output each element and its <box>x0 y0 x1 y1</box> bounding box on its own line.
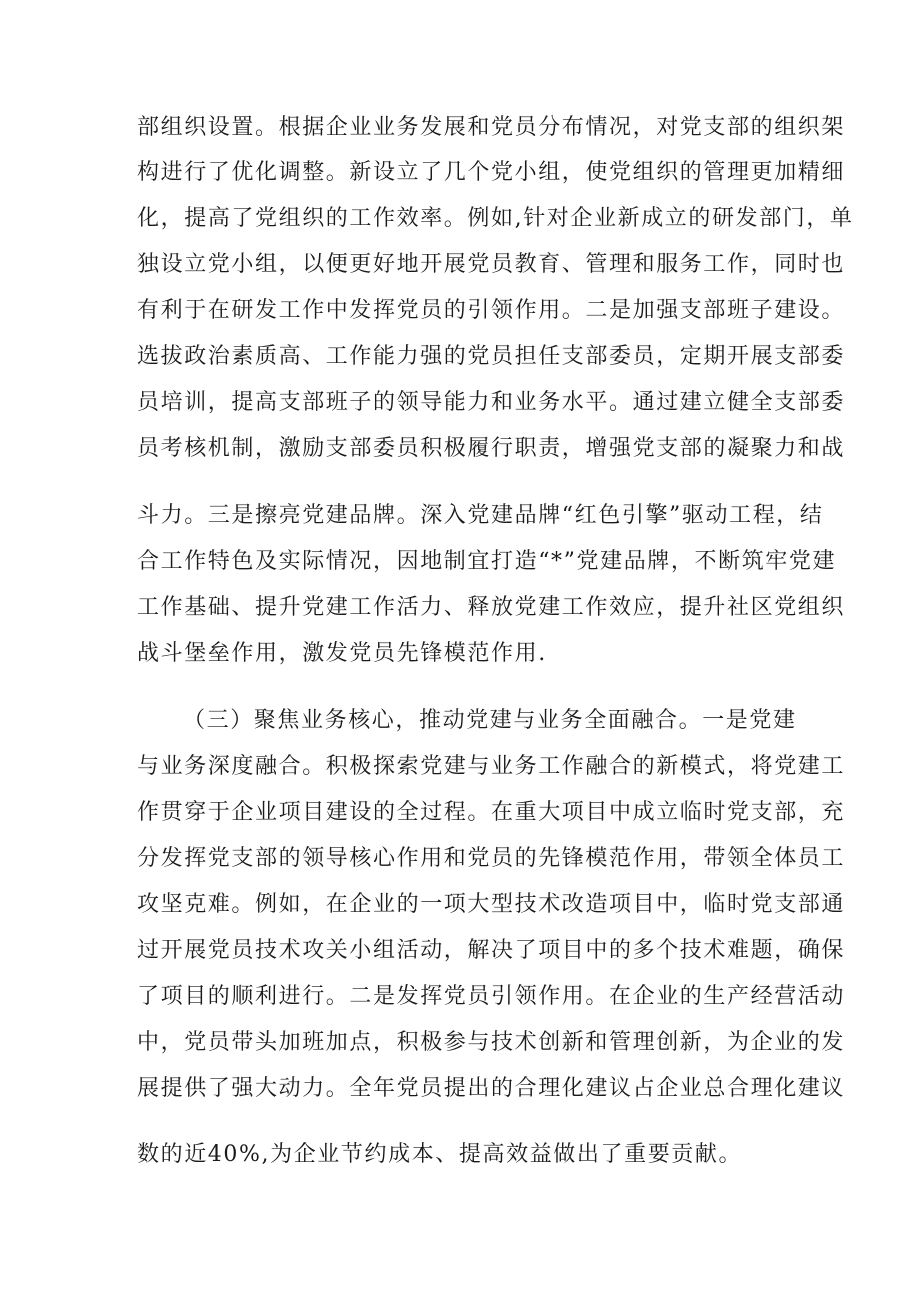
paragraph1-line: 工作基础、提升党建工作活力、释放党建工作效应，提升社区党组织 <box>137 595 846 620</box>
paragraph2-line: 中，党员带头加班加点，积极参与技术创新和管理创新，为企业的发 <box>137 1030 846 1055</box>
paragraph1-line: 战斗堡垒作用，激发党员先锋模范作用. <box>137 641 547 666</box>
paragraph1-line: 选拔政治素质高、工作能力强的党员担任支部委员，定期开展支部委 <box>137 344 846 369</box>
paragraph2-line: 作贯穿于企业项目建设的全过程。在重大项目中成立临时党支部，充 <box>137 800 846 825</box>
paragraph1-line: 部组织设置。根据企业业务发展和党员分布情况，对党支部的组织架 <box>137 115 846 140</box>
paragraph2-line: 过开展党员技术攻关小组活动，解决了项目中的多个技术难题，确保 <box>137 938 846 963</box>
paragraph1-line: 有利于在研发工作中发挥党员的引领作用。二是加强支部班子建设。 <box>137 298 846 323</box>
paragraph1-line: 合工作特色及实际情况，因地制宜打造“*”党建品牌，不断筑牢党建 <box>137 549 837 574</box>
paragraph2-line: 分发挥党支部的领导核心作用和党员的先锋模范作用，带领全体员工 <box>137 846 846 871</box>
paragraph1-line: 斗力。三是擦亮党建品牌。深入党建品牌“红色引擎”驱动工程，结 <box>137 503 824 528</box>
paragraph2-line: 攻坚克难。例如，在企业的一项大型技术改造项目中，临时党支部通 <box>137 892 846 917</box>
paragraph1-line: 员培训，提高支部班子的领导能力和业务水平。通过建立健全支部委 <box>137 390 846 415</box>
paragraph2-line: 展提供了强大动力。全年党员提出的合理化建议占企业总合理化建议 <box>137 1076 846 1101</box>
paragraph1-line: 员考核机制，激励支部委员积极履行职责，增强党支部的凝聚力和战 <box>137 436 846 461</box>
paragraph1-line: 化，提高了党组织的工作效率。例如,针对企业新成立的研发部门，单 <box>137 206 854 231</box>
paragraph2-line: 数的近40%,为企业节约成本、提高效益做出了重要贡献。 <box>137 1142 743 1167</box>
paragraph1-line: 构进行了优化调整。新设立了几个党小组，使党组织的管理更加精细 <box>137 160 846 185</box>
paragraph2-line: 与业务深度融合。积极探索党建与业务工作融合的新模式，将党建工 <box>137 754 846 779</box>
paragraph1-line: 独设立党小组，以便更好地开展党员教育、管理和服务工作，同时也 <box>137 252 846 277</box>
paragraph2-line: 了项目的顺利进行。二是发挥党员引领作用。在企业的生产经营活动 <box>137 984 846 1009</box>
paragraph2-line: （三）聚焦业务核心，推动党建与业务全面融合。一是党建 <box>183 708 797 733</box>
